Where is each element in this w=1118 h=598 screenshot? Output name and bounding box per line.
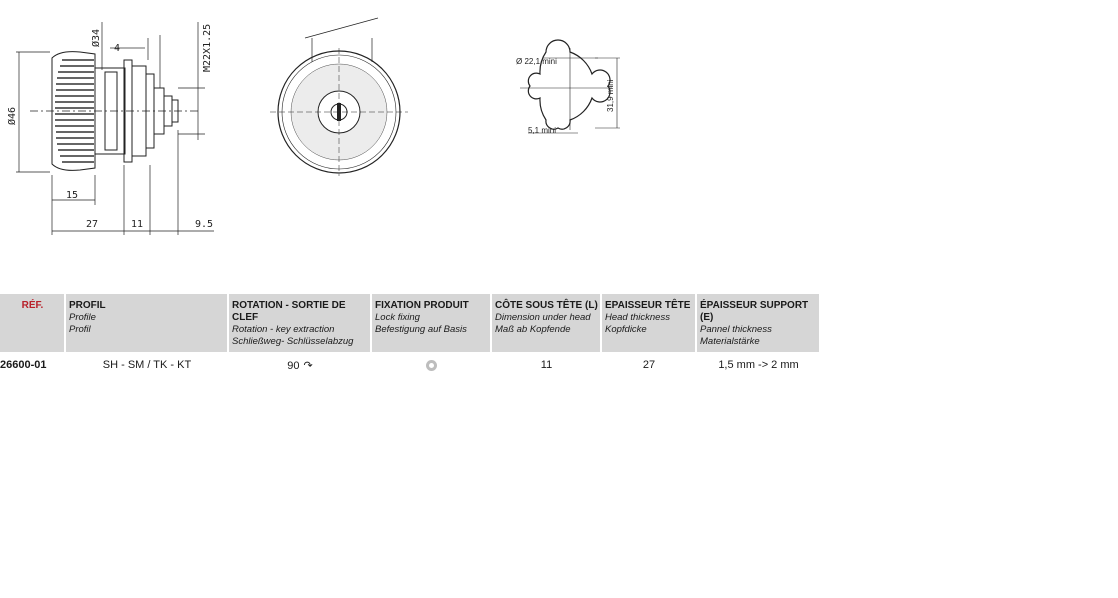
cell-epaisseur-tete: 27	[642, 359, 656, 371]
dim-4: 4	[114, 43, 121, 54]
dim-thread: M22X1.25	[202, 23, 213, 72]
cell-ref: 26600-01	[0, 359, 47, 371]
table-row	[0, 352, 820, 373]
dim-phi221: Ø 22,1 mini	[516, 57, 557, 66]
dim-11: 11	[131, 219, 144, 230]
dim-phi46: Ø46	[7, 106, 18, 125]
header-profil: PROFIL Profile Profil	[65, 294, 228, 352]
cell-epaisseur-support: 1,5 mm -> 2 mm	[718, 359, 799, 371]
rotation-arrow-icon: ↷	[303, 359, 313, 372]
cell-cote: 11	[540, 359, 553, 371]
rotation-value: 90	[287, 359, 300, 372]
dim-phi34: Ø34	[91, 28, 102, 47]
dim-319: 31,9 mini	[606, 79, 615, 112]
header-cote: CÔTE SOUS TÊTE (L) Dimension under head Maß ab Kopfende	[491, 294, 601, 352]
header-fixation: FIXATION PRODUIT Lock fixing Befestigung auf Basis	[371, 294, 491, 352]
dim-95: 9.5	[195, 219, 214, 230]
technical-drawing	[0, 0, 820, 250]
front-view	[270, 18, 408, 176]
cell-rotation	[228, 352, 371, 373]
panel-cutout	[520, 40, 620, 133]
header-epaisseur-tete: EPAISSEUR TÊTE Head thickness Kopfdicke	[601, 294, 696, 352]
cell-fixation	[371, 352, 491, 373]
dim-51: 5,1 mini	[528, 126, 557, 135]
header-epaisseur-support: ÉPAISSEUR SUPPORT (E) Pannel thickness Materialstärke	[696, 294, 820, 352]
table-header-row	[0, 294, 820, 352]
nut-icon	[426, 360, 437, 371]
dim-27: 27	[86, 219, 99, 230]
header-rotation: ROTATION - SORTIE DE CLEF Rotation - key extraction Schließweg- Schlüsselabzug	[228, 294, 371, 352]
cell-profil: SH - SM / TK - KT	[102, 359, 192, 371]
spec-table	[0, 294, 821, 373]
header-ref: RÉF.	[0, 294, 65, 352]
dim-15: 15	[66, 190, 79, 201]
